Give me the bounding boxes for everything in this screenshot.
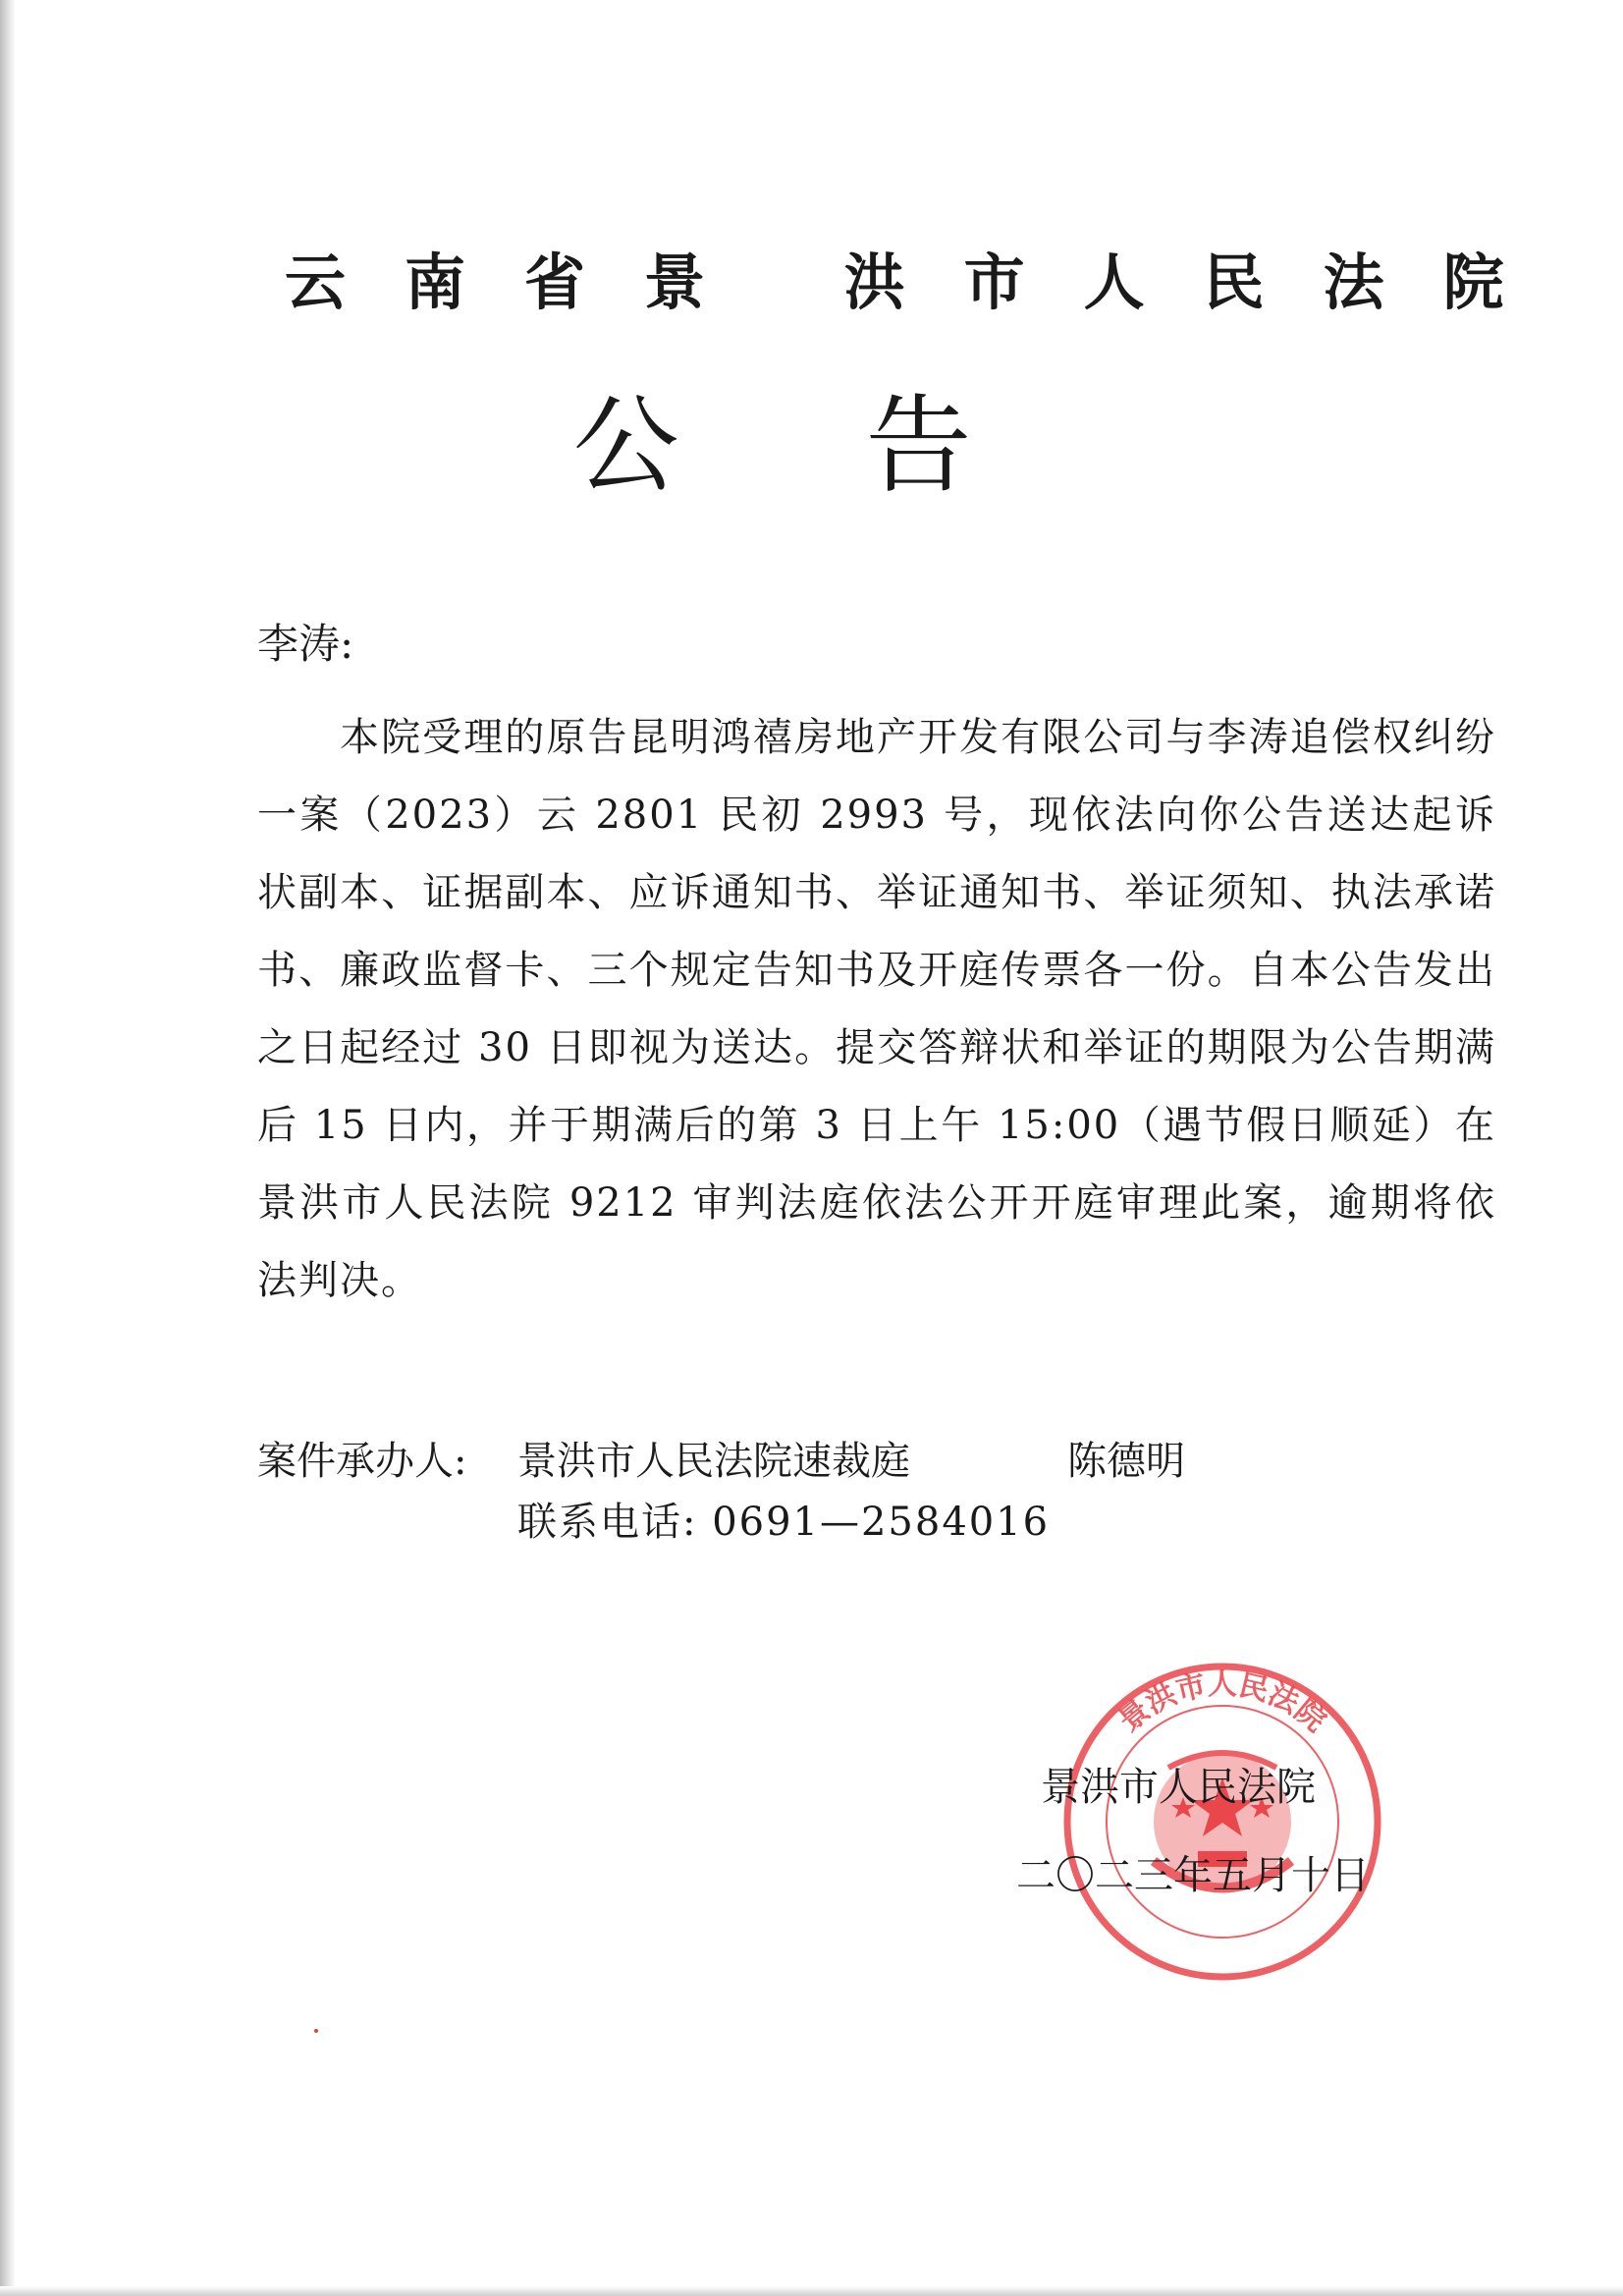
- court-seal-icon: [1060, 1660, 1384, 1984]
- notice-body: 本院受理的原告昆明鸿禧房地产开发有限公司与李涛追偿权纠纷一案（2023）云 2801 民初 2993 号，现依法向你公告送达起诉状副本、证据副本、应诉通知书、举证通知书、举证须知、执法承诺书、廉政监督卡、三个规定告知书及开庭传票各一份。自本公告发出之日起经过 30 日即视为送达。提交答辩状和举证的期限为公告期满后 15 日内，并于期满后的第 3 日上午 15:00（遇节假日顺延）在景洪市人民法院 9212 审判法庭依法公开开庭审理此案，逾期将依法判决。: [257, 715, 1496, 1303]
- handler-label: 案件承办人:: [257, 1439, 467, 1484]
- scan-bottom-shadow: [0, 2286, 1623, 2296]
- contact-phone: 联系电话: 0691—2584016: [517, 1500, 1051, 1545]
- scan-edge-shadow: [0, 0, 16, 2296]
- addressee: 李涛:: [257, 620, 354, 668]
- handler-name: 陈德明: [1067, 1439, 1185, 1484]
- notice-title: 公告: [572, 385, 1159, 508]
- signature-court: 景洪市人民法院: [1041, 1765, 1316, 1810]
- seal-text: 景洪市人民法院: [1112, 1667, 1332, 1739]
- handler-department: 景洪市人民法院速裁庭: [517, 1439, 910, 1484]
- scan-speck: [314, 2029, 318, 2033]
- svg-text:景洪市人民法院: [1112, 1667, 1332, 1739]
- signature-date: 二〇二三年五月十日: [1016, 1853, 1370, 1898]
- court-name-heading: 云南省景 洪市人民法院: [285, 246, 1563, 318]
- case-handler-line: [257, 1432, 1185, 1491]
